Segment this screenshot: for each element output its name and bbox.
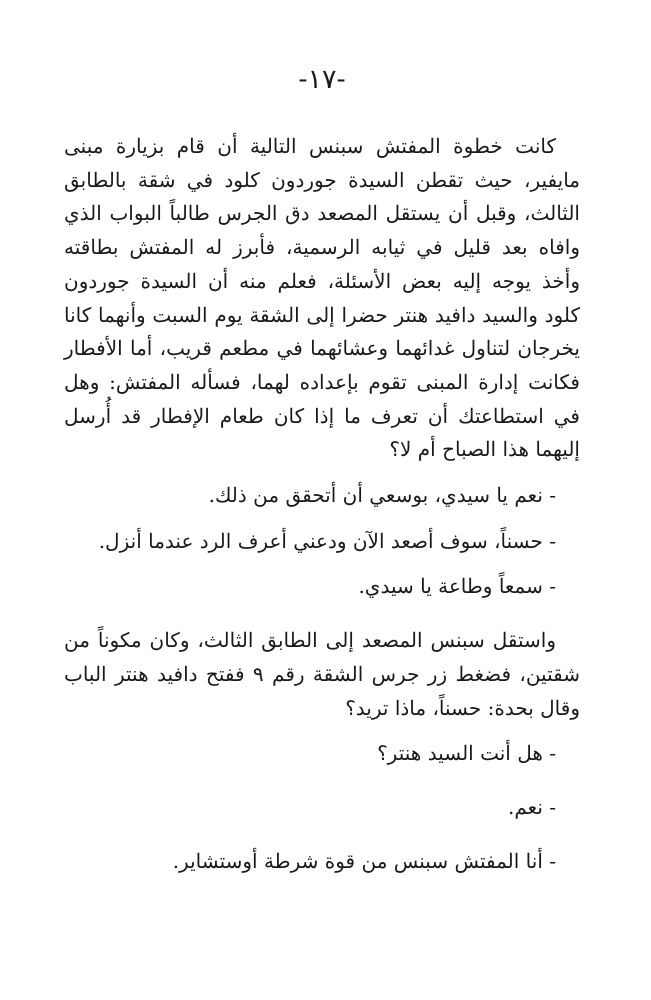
- book-page: [64, 0, 580, 1000]
- paragraph-dialogue-3: - سمعاً وطاعة يا سيدي.: [358, 574, 556, 599]
- paragraph-narration-1: كانت خطوة المفتش سبنس التالية أن قام بزيارة مبنى مايفير، حيث تقطن السيدة جوردون كلود في شقة بالطابق الثالث، وقبل أن يستقل المصعد دق الجرس طالباً البواب الذي وافاه بعد قليل في ثيابه الرسمية، فأبرز له المفتش بطاقته وأخذ يوجه إليه بعض الأسئلة، فعلم منه أن السيدة جوردون كلود والسيد دافيد هنتر حضرا إلى الشقة يوم السبت وأنهما كانا يخرجان لتناول غدائهما وعشائهما في مطعم قريب، أما الأفطار فكانت إدارة المبنى تقوم بإعداده لهما، فسأله المفتش: وهل في استطاعتك أن تعرف ما إذا كان طعام الإفطار قد أُرسل إليهما هذا الصباح أم لا؟: [64, 134, 580, 462]
- paragraph-dialogue-6: - أنا المفتش سبنس من قوة شرطة أوستشاير.: [172, 848, 556, 873]
- paragraph-dialogue-2: - حسناً، سوف أصعد الآن ودعني أعرف الرد عندما أنزل.: [98, 528, 556, 553]
- page-body: [64, 130, 580, 890]
- paragraph-narration-2: واستقل سبنس المصعد إلى الطابق الثالث، وكان مكوناً من شقتين، فضغط زر جرس الشقة رقم ٩ ففتح دافيد هنتر الباب وقال بحدة: حسناً، ماذا تريد؟: [64, 628, 580, 720]
- paragraph-dialogue-4: - هل أنت السيد هنتر؟: [377, 741, 556, 766]
- paragraph-dialogue-1: - نعم يا سيدي، بوسعي أن أتحقق من ذلك.: [208, 483, 556, 508]
- page-number: -١٧-: [298, 64, 346, 95]
- paragraph-dialogue-5: - نعم.: [508, 794, 556, 819]
